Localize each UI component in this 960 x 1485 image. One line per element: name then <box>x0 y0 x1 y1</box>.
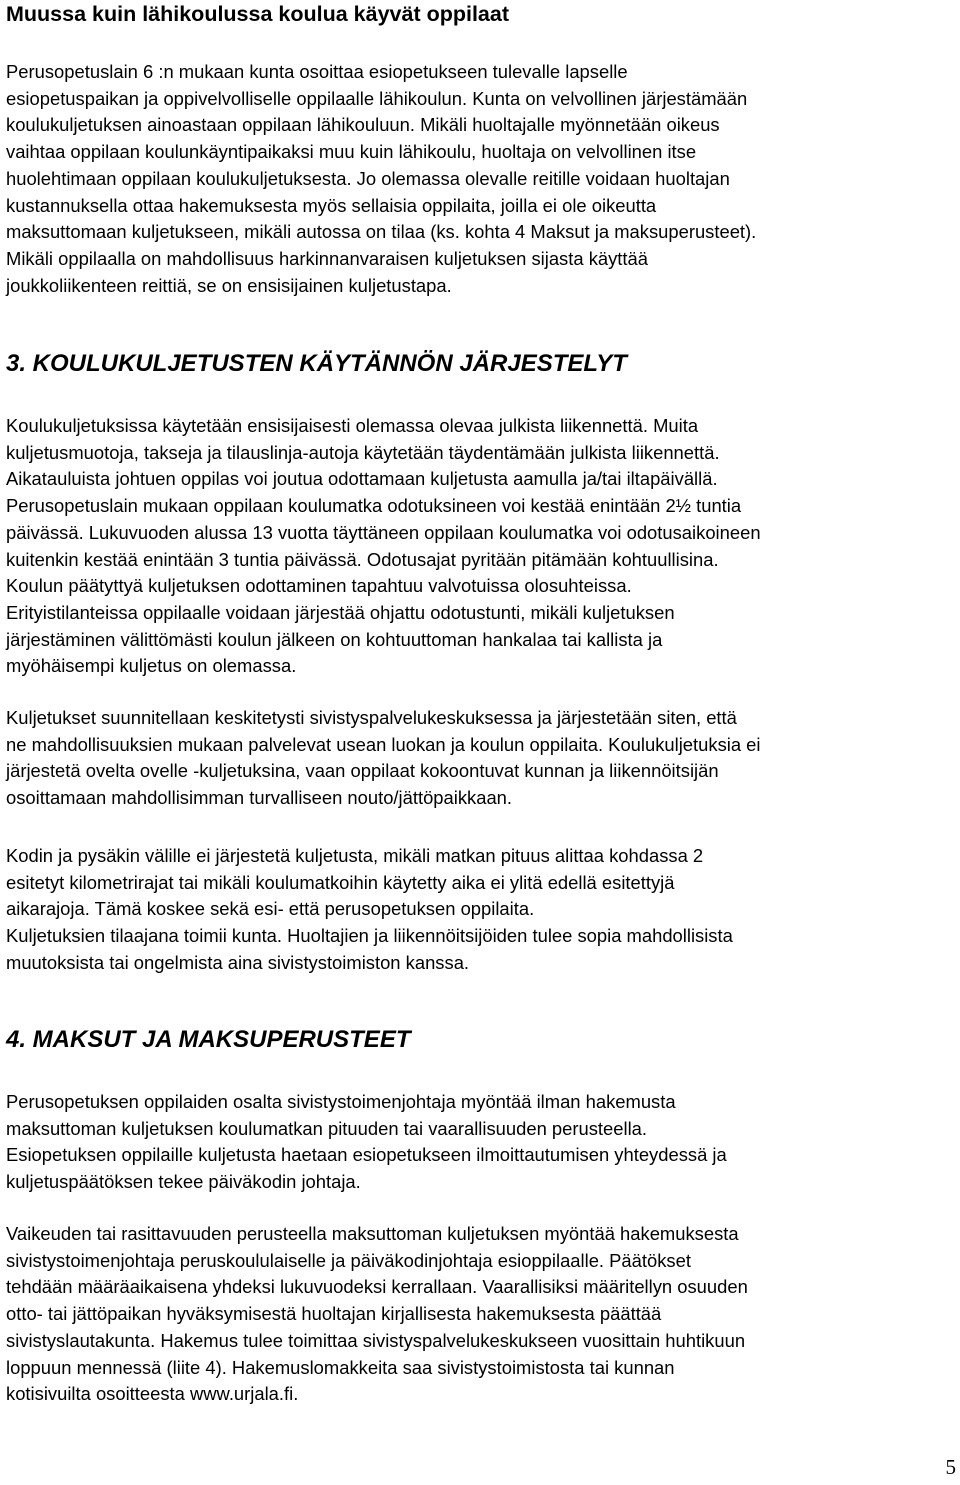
text-line: huolehtimaan oppilaan koulukuljetuksesta. Jo olemassa olevalle reitille voidaan huoltajan <box>6 167 730 189</box>
text-line: kuljetusmuotoja, takseja ja tilauslinja-autoja käytetään täydentämään julkista liikennettä. <box>6 441 720 463</box>
text-line: koulukuljetuksen ainoastaan oppilaan lähikouluun. Mikäli huoltajalle myönnetään oikeus <box>6 114 720 136</box>
text-line: Koulukuljetuksissa käytetään ensisijaisesti olemassa olevaa julkista liikennettä. Muita <box>6 415 699 436</box>
text-line: tehdään määräaikaisena yhdeksi lukuvuodeksi kerrallaan. Vaarallisiksi määritellyn osuuden <box>6 1276 748 1298</box>
text-line: päivässä. Lukuvuoden alussa 13 vuotta täyttäneen oppilaan koulumatka voi odotusaikoineen <box>6 521 761 543</box>
text-line: Perusopetuslain mukaan oppilaan koulumatka odotuksineen voi kestää enintään 2½ tuntia <box>6 495 742 517</box>
text-line: Koulun päätyttyä kuljetuksen odottaminen tapahtuu valvotuissa olosuhteissa. <box>6 575 632 597</box>
text-line: kuljetuspäätöksen tekee päiväkodin johtaja. <box>6 1171 361 1193</box>
text-line: joukkoliikenteen reittiä, se on ensisijainen kuljetustapa. <box>6 274 452 296</box>
text-line: muutoksista tai ongelmista aina sivistystoimiston kanssa. <box>6 951 470 973</box>
section-3-heading: 3. KOULUKULJETUSTEN KÄYTÄNNÖN JÄRJESTELYT <box>6 350 627 377</box>
section-4-paragraph-1 <box>6 1089 727 1196</box>
text-line: kuitenkin kestää enintään 3 tuntia päivässä. Odotusajat pyritään pitämään kohtuullisina. <box>6 548 719 570</box>
text-line: vaihtaa oppilaan koulunkäyntipaikaksi muu kuin lähikoulu, huoltaja on velvollinen itse <box>6 141 697 163</box>
text-line: maksuttomaan kuljetukseen, mikäli autossa on tilaa (ks. kohta 4 Maksut ja maksuperusteet). <box>6 221 757 243</box>
text-line: Esiopetuksen oppilaille kuljetusta haetaan esiopetukseen ilmoittautumisen yhteydessä ja <box>6 1144 727 1166</box>
text-line: aikarajoja. Tämä koskee sekä esi- että perusopetuksen oppilaita. <box>6 898 535 920</box>
text-line: Kuljetuksien tilaajana toimii kunta. Huoltajien ja liikennöitsijöiden tulee sopia mahdollisista <box>6 925 733 947</box>
text-line: Kodin ja pysäkin välille ei järjestetä kuljetusta, mikäli matkan pituus alittaa kohdassa 2 <box>6 845 704 866</box>
text-line: kotisivuilta osoitteesta www.urjala.fi. <box>6 1383 299 1405</box>
text-line: sivistyslautakunta. Hakemus tulee toimittaa sivistyspalvelukeskukseen vuosittain huhtikuun <box>6 1329 746 1351</box>
text-line: Aikatauluista johtuen oppilas voi joutua odottamaan kuljetusta aamulla ja/tai iltapäivällä. <box>6 468 718 490</box>
text-line: otto- tai jättöpaikan hyväksymisestä huoltajan kirjallisesta hakemuksesta päättää <box>6 1303 662 1325</box>
text-line: loppuun mennessä (liite 4). Hakemuslomakkeita saa sivistystoimistosta tai kunnan <box>6 1356 675 1378</box>
text-line: myöhäisempi kuljetus on olemassa. <box>6 655 297 677</box>
text-line: esiopetuspaikan ja oppivelvolliselle oppilaalle lähikoulun. Kunta on velvollinen järjestämään <box>6 87 748 109</box>
text-line: järjestäminen välittömästi koulun jälkeen on kohtuuttoman hankalaa tai kallista ja <box>6 628 663 650</box>
text-line: maksuttoman kuljetuksen koulumatkan pituuden tai vaarallisuuden perusteella. <box>6 1117 647 1139</box>
text-line: sivistystoimenjohtaja peruskoululaiselle ja päiväkodinjohtaja esioppilaalle. Päätökset <box>6 1249 691 1271</box>
section-4-paragraph-2 <box>6 1221 748 1408</box>
text-line: Kuljetukset suunnitellaan keskitetysti sivistyspalvelukeskuksessa ja järjestetään siten, että <box>6 707 737 728</box>
text-line: osoittamaan mahdollisimman turvalliseen nouto/jättöpaikkaan. <box>6 787 513 809</box>
text-line: Perusopetuksen oppilaiden osalta sivistystoimenjohtaja myöntää ilman hakemusta <box>6 1091 676 1112</box>
text-line: Perusopetuslain 6 :n mukaan kunta osoittaa esiopetukseen tulevalle lapselle <box>6 61 628 82</box>
section-3-paragraph-3 <box>6 843 733 977</box>
section-4-heading: 4. MAKSUT JA MAKSUPERUSTEET <box>6 1026 411 1053</box>
text-line: ne mahdollisuuksien mukaan palvelevat usean luokan ja koulun oppilaita. Koulukuljetuksia ei <box>6 733 761 755</box>
section-3-paragraph-2 <box>6 705 761 812</box>
intro-paragraph <box>6 59 756 299</box>
text-line: Erityistilanteissa oppilaalle voidaan järjestää ohjattu odotustunti, mikäli kuljetuksen <box>6 601 675 623</box>
page-heading: Muussa kuin lähikoulussa koulua käyvät oppilaat <box>6 2 510 26</box>
text-line: järjestetä ovelta ovelle -kuljetuksina, vaan oppilaat kokoontuvat kunnan ja liikennöitsijän <box>6 760 719 782</box>
text-line: Mikäli oppilaalla on mahdollisuus harkinnanvaraisen kuljetuksen sijasta käyttää <box>6 247 648 269</box>
text-line: kustannuksella ottaa hakemuksesta myös sellaisia oppilaita, joilla ei ole oikeutta <box>6 194 657 216</box>
page-number: 5 <box>945 1455 956 1479</box>
text-line: esitetyt kilometrirajat tai mikäli koulumatkoihin käytetty aika ei ylitä edellä esitettyjä <box>6 871 675 893</box>
text-line: Vaikeuden tai rasittavuuden perusteella maksuttoman kuljetuksen myöntää hakemuksesta <box>6 1223 739 1244</box>
section-3-paragraph-1 <box>6 413 761 680</box>
